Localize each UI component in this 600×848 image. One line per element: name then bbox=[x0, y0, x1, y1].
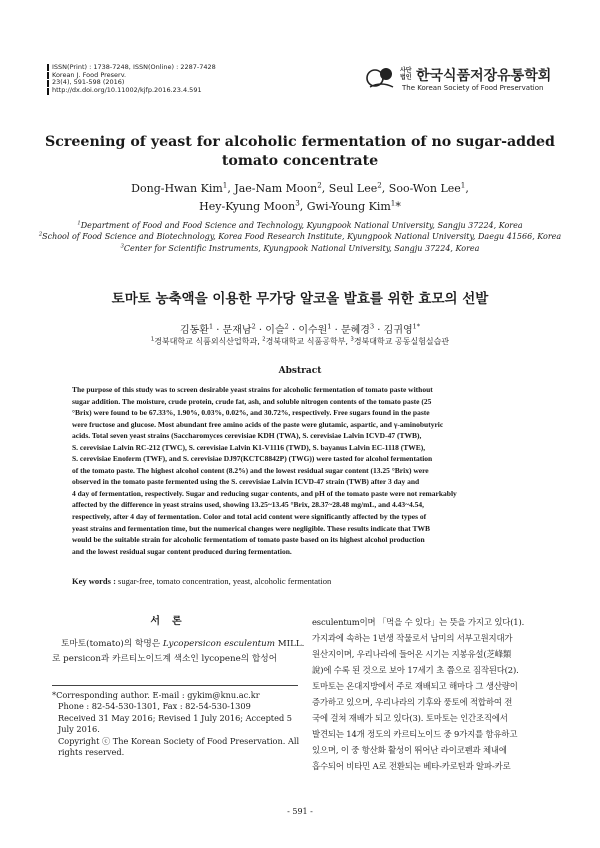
intro-left: 토마토(tomato)의 학명은 Lycopersicon esculentum MILL. 로 persicon과 카르티노이드계 색소인 lycopene의 합성어 bbox=[52, 639, 305, 664]
society-logo bbox=[366, 63, 556, 95]
paper-title-kr: 토마토 농축액을 이용한 무가당 알코올 발효를 위한 효모의 선발 bbox=[111, 291, 489, 307]
abstract-line: acids. Total seven yeast strains (Saccharomyces cerevisiae KDH (TWA), S. cerevisiae Lalvin ICVD-47 (TWB), bbox=[72, 431, 422, 441]
corr-phone: Phone : 82-54-530-1301, Fax : 82-54-530-1309 bbox=[58, 701, 251, 712]
text-line: 증가하고 있으며, 우리나라의 기후와 풍토에 적합하여 전 bbox=[312, 697, 513, 707]
abstract-line: °Brix) were found to be 67.33%, 1.90%, 0.03%, 0.02%, and 30.72%, respectively. Free sugars found in the paste bbox=[72, 408, 430, 418]
text-line: esculentum이며 「먹을 수 있다」는 뜻을 가지고 있다(1). bbox=[312, 617, 525, 627]
footnote-divider bbox=[52, 685, 298, 686]
text-line: 토마토는 온대지방에서 주로 재배되고 해마다 그 생산량이 bbox=[312, 681, 518, 691]
abstract-line: were fructose and glucose. Most abundant free amino acids of the paste were glutamic, aspartic, and γ-aminobutyric bbox=[72, 419, 444, 429]
author: Gwi-Young Kim bbox=[306, 200, 391, 213]
society-name-kr: 한국식품저장유통학회 bbox=[416, 68, 552, 84]
author: Jae-Nam Moon bbox=[234, 182, 318, 195]
page-number: - 591 - bbox=[287, 807, 313, 816]
keywords bbox=[72, 576, 532, 586]
issn: ISSN(Print) : 1738-7248, ISSN(Online) : 2287-7428 bbox=[52, 63, 216, 71]
affiliations-en: $^1$Department of Food and Food Science and Technology, Kyungpook National University, Sangju 37224, Korea $^2$School of Food Science and Biotechnology, Korea Food Research Institute, Kyungpook National University, Daegu 41566, Korea $^3$Center for Scientific Instruments, Kyungpook National University, Sangju 37224, Korea bbox=[38, 220, 562, 253]
abstract-line: respectively, after 4 day of fermentation. Color and total acid content were significantly affected by the types of bbox=[72, 512, 427, 522]
abstract-line: 4 day of fermentation, respectively. Sugar and reducing sugar contents, and pH of the tomato paste were not remarkably bbox=[72, 488, 457, 498]
affiliations-kr: $^1$경북대학교 식품외식산업학과, $^2$경북대학교 식품공학부, $^3$경북대학교 공동실험실습관 bbox=[150, 336, 450, 346]
author: Dong-Hwan Kim bbox=[131, 182, 223, 195]
article-dates: Received 31 May 2016; Revised 1 July 2016; Accepted 5 July 2016. bbox=[58, 712, 292, 735]
intro-right bbox=[312, 614, 556, 774]
abstract-heading: Abstract bbox=[278, 366, 322, 376]
author: Seul Lee bbox=[328, 182, 378, 195]
author: Hey-Kyung Moon bbox=[199, 200, 296, 213]
abstract-line: S. cerevisiae Enoferm (TWF), and S. cerevisiae DJ97(KCTC8842P) (TWG)) were tasted for alcohol fermentation bbox=[72, 454, 433, 464]
text-line: 흡수되어 비타민 A로 전환되는 베타-카로틴과 알파-카로 bbox=[312, 761, 511, 771]
society-emblem-icon bbox=[366, 65, 396, 91]
text-line: 발견되는 14개 정도의 카르티노이드 중 9가지를 함유하고 bbox=[312, 729, 518, 739]
society-name-en: The Korean Society of Food Preservation bbox=[402, 84, 544, 92]
keywords-list: sugar-free, tomato concentration, yeast, alcoholic fermentation bbox=[118, 576, 332, 586]
text-line: 원산지이며, 우리나라에 들어온 시기는 지봉유설(芝峰類 bbox=[312, 649, 512, 659]
header-bar bbox=[47, 64, 49, 71]
footnote bbox=[52, 690, 302, 758]
author: Soo-Won Lee bbox=[388, 182, 461, 195]
abstract-line: would be the suitable strain for alcoholic fermentatiom of tomato paste based on its highest alcohol production bbox=[72, 535, 425, 545]
section-title: 서론 bbox=[150, 616, 194, 627]
authors-en: Dong-Hwan Kim$^1$, Jae-Nam Moon$^2$, Seul Lee$^2$, Soo-Won Lee$^1$, Hey-Kyung Moon$^3$, Gwi-Young Kim$^1$* bbox=[131, 180, 469, 213]
copyright: Copyright ⓒ The Korean Society of Food Preservation. All rights reserved. bbox=[58, 735, 300, 758]
journal-meta bbox=[52, 64, 216, 94]
paper-title-en: Screening of yeast for alcoholic fermentation of no sugar-added tomato concentrate bbox=[45, 134, 555, 169]
corr-label: *Corresponding author. bbox=[52, 690, 150, 700]
abstract-line: yeast strains and fermentation time, but the numerical changes were negligible. These results indicate that TWB bbox=[72, 523, 430, 533]
abstract-line: S. cerevisiae Lalvin RC-212 (TWC), S. cerevisiae Lalvin K1-V1116 (TWD), S. bayanus Lalvin EC-1118 (TWE), bbox=[72, 442, 426, 452]
header-bar bbox=[47, 88, 49, 95]
text-line: 있으며, 이 중 항산화 활성이 뛰어난 라이코펜과 체내에 bbox=[312, 745, 507, 755]
abstract-line: and the lowest residual sugar content produced during fermentation. bbox=[72, 546, 292, 556]
abstract-line: sugar addition. The moisture, crude protein, crude fat, ash, and soluble nitrogen contents of the tomato paste (25 bbox=[72, 396, 432, 406]
abstract-body bbox=[72, 384, 532, 557]
abstract-line: observed in the tomato paste fermented using the S. cerevisiae Lalvin ICVD-47 strain (TWB) after 3 day and bbox=[72, 477, 420, 487]
header-bar bbox=[47, 72, 49, 79]
header-bar bbox=[47, 80, 49, 87]
text-line: 국에 걸쳐 재배가 되고 있다(3). 토마토는 인간조직에서 bbox=[312, 713, 508, 723]
text-line: 가지과에 속하는 1년생 작물로서 남미의 서부고원지대가 bbox=[312, 633, 513, 643]
text-line: 說)에 수록 된 것으로 보아 17세기 초 쯤으로 짐작된다(2). bbox=[312, 665, 519, 675]
abstract-line: affected by the difference in yeast strains used, showing 13.25~13.45 °Brix, 28.37~28.48 mg/mL, and 4.43~4.54, bbox=[72, 500, 425, 510]
keywords-label: Key words : bbox=[72, 576, 119, 586]
doi-link[interactable]: http://dx.doi.org/10.11002/kjfp.2016.23.4.591 bbox=[52, 85, 202, 94]
abstract-line: of the tomato paste. The highest alcohol content (8.2%) and the lowest residual sugar content (13.25 °Brix) were bbox=[72, 465, 429, 475]
journal-name: Korean J. Food Preserv. bbox=[52, 70, 127, 79]
authors-kr: 김동환$^1$ · 문재남$^2$ · 이슬$^2$ · 이수원$^1$ · 문혜경$^3$ · 김귀영$^{1*}$ bbox=[179, 322, 421, 336]
corr-email[interactable]: E-mail : gykim@knu.ac.kr bbox=[152, 690, 260, 700]
abstract-line: The purpose of this study was to screen desirable yeast strains for alcoholic fermentation of tomato paste without bbox=[72, 385, 433, 394]
society-small-label: 사단법인 bbox=[400, 67, 412, 81]
volume: 23(4), 591-598 (2016) bbox=[52, 78, 125, 87]
